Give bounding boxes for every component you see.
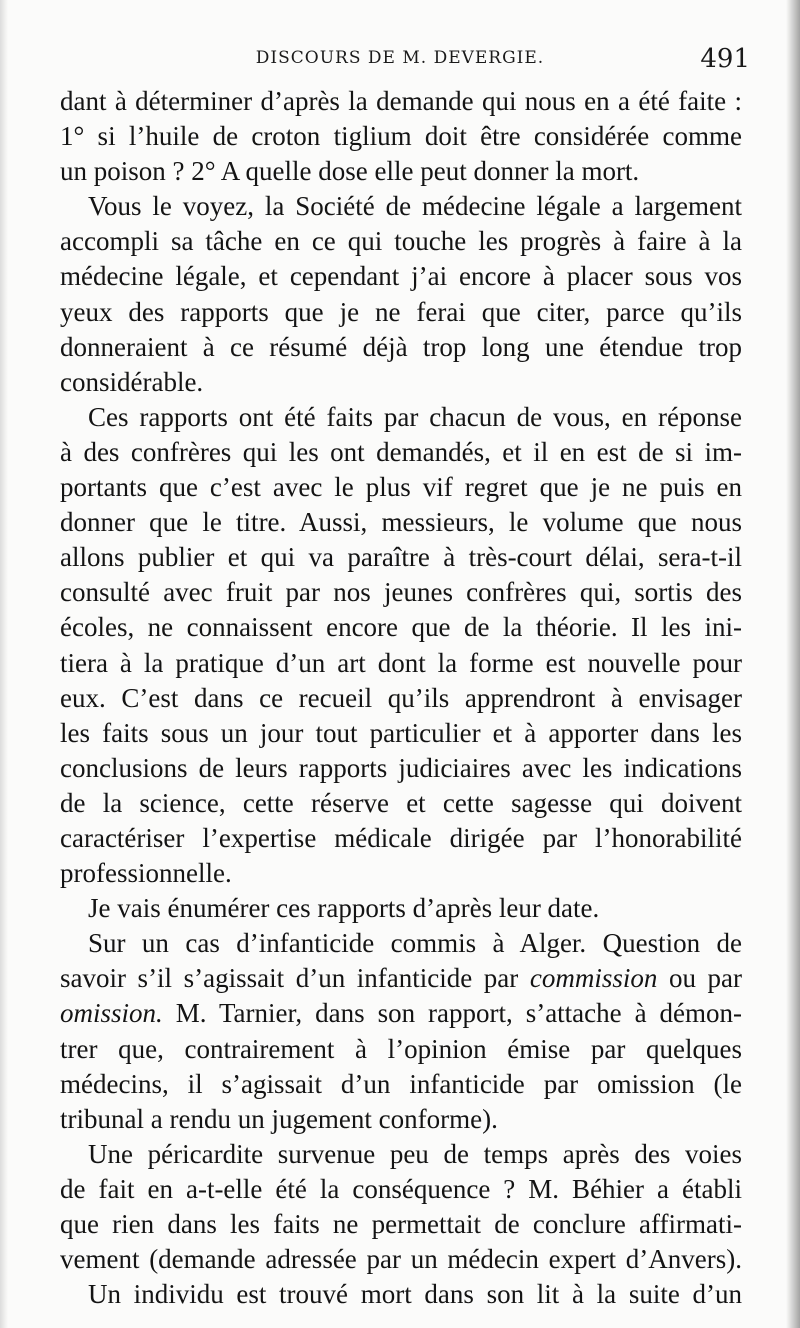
text-line: considérable. (60, 366, 204, 397)
paragraph-start-line: Sur un cas d’infanticide commis à Alger. Question de (88, 928, 742, 959)
text-line-with-italic (60, 996, 742, 1031)
italic-term: commission (529, 963, 658, 994)
text-line: caractériser l’expertise médicale dirigée par l’honorabilité (60, 822, 742, 853)
text-line: médecine légale, et cependant j’ai encore à placer sous vos (60, 261, 742, 292)
page-header (0, 44, 800, 80)
text-line: eux. C’est dans ce recueil qu’ils apprendront à envisager (60, 682, 742, 713)
text-line: un poison ? 2° A quelle dose elle peut donner la mort. (60, 156, 640, 187)
italic-term: omission. (60, 998, 163, 1029)
line-text: savoir s’il s’agissait d’un infanticide par (60, 963, 530, 994)
text-line: donneraient à ce résumé déjà trop long une étendue trop (60, 331, 742, 362)
page-number: 491 (700, 44, 750, 74)
text-line: professionnelle. (60, 858, 232, 889)
text-line: médecins, il s’agissait d’un infanticide par omission (le (60, 1068, 742, 1099)
text-line: tribunal a rendu un jugement conforme). (60, 1103, 498, 1134)
line-text: ou par (657, 963, 742, 994)
text-line: à des confrères qui les ont demandés, et il en est de si im- (60, 436, 742, 467)
text-line: 1° si l’huile de croton tiglium doit être considérée comme (60, 121, 742, 152)
text-line: les faits sous un jour tout particulier et à apporter dans les (60, 717, 742, 748)
text-line: trer que, contrairement à l’opinion émise par quelques (60, 1033, 742, 1064)
paragraph-start-line: Un individu est trouvé mort dans son lit à la suite d’un (88, 1279, 742, 1310)
text-line: écoles, ne connaissent encore que de la théorie. Il les ini- (60, 612, 742, 643)
text-line: de fait en a-t-elle été la conséquence ? M. Béhier a établi (60, 1173, 742, 1204)
text-line: conclusions de leurs rapports judiciaires avec les indications (60, 752, 742, 783)
body-text (60, 84, 742, 1312)
paragraph-start-line: Vous le voyez, la Société de médecine légale a largement (88, 191, 742, 222)
text-line: accompli sa tâche en ce qui touche les progrès à faire à la (60, 226, 742, 257)
text-line: consulté avec fruit par nos jeunes confrères qui, sortis des (60, 577, 742, 608)
text-line: allons publier et qui va paraître à très-court délai, sera-t-il (60, 542, 742, 573)
text-line: vement (demande adressée par un médecin expert d’Anvers). (60, 1244, 742, 1275)
paragraph-start-line: Je vais énumérer ces rapports d’après leur date. (88, 893, 600, 924)
text-line: tiera à la pratique d’un art dont la forme est nouvelle pour (60, 647, 742, 678)
text-line: portants que c’est avec le plus vif regret que je ne puis en (60, 472, 742, 503)
page-edge-shadow (786, 0, 800, 1328)
text-line: donner que le titre. Aussi, messieurs, le volume que nous (60, 507, 742, 538)
paragraph-start-line: Ces rapports ont été faits par chacun de vous, en réponse (88, 401, 742, 432)
text-line: dant à déterminer d’après la demande qui nous en a été faite : (60, 86, 742, 116)
text-line: yeux des rapports que je ne ferai que citer, parce qu’ils (60, 296, 742, 327)
page-gutter-shadow (0, 0, 8, 1328)
running-head: DISCOURS DE M. DEVERGIE. (255, 48, 545, 68)
text-line: que rien dans les faits ne permettait de conclure affirmati- (60, 1209, 742, 1239)
paragraph-start-line: Une péricardite survenue peu de temps après des voies (88, 1138, 742, 1169)
text-line-with-italic (60, 961, 742, 996)
line-text: M. Tarnier, dans son rapport, s’attache à démon- (162, 998, 742, 1029)
text-line: de la science, cette réserve et cette sagesse qui doivent (60, 787, 742, 818)
